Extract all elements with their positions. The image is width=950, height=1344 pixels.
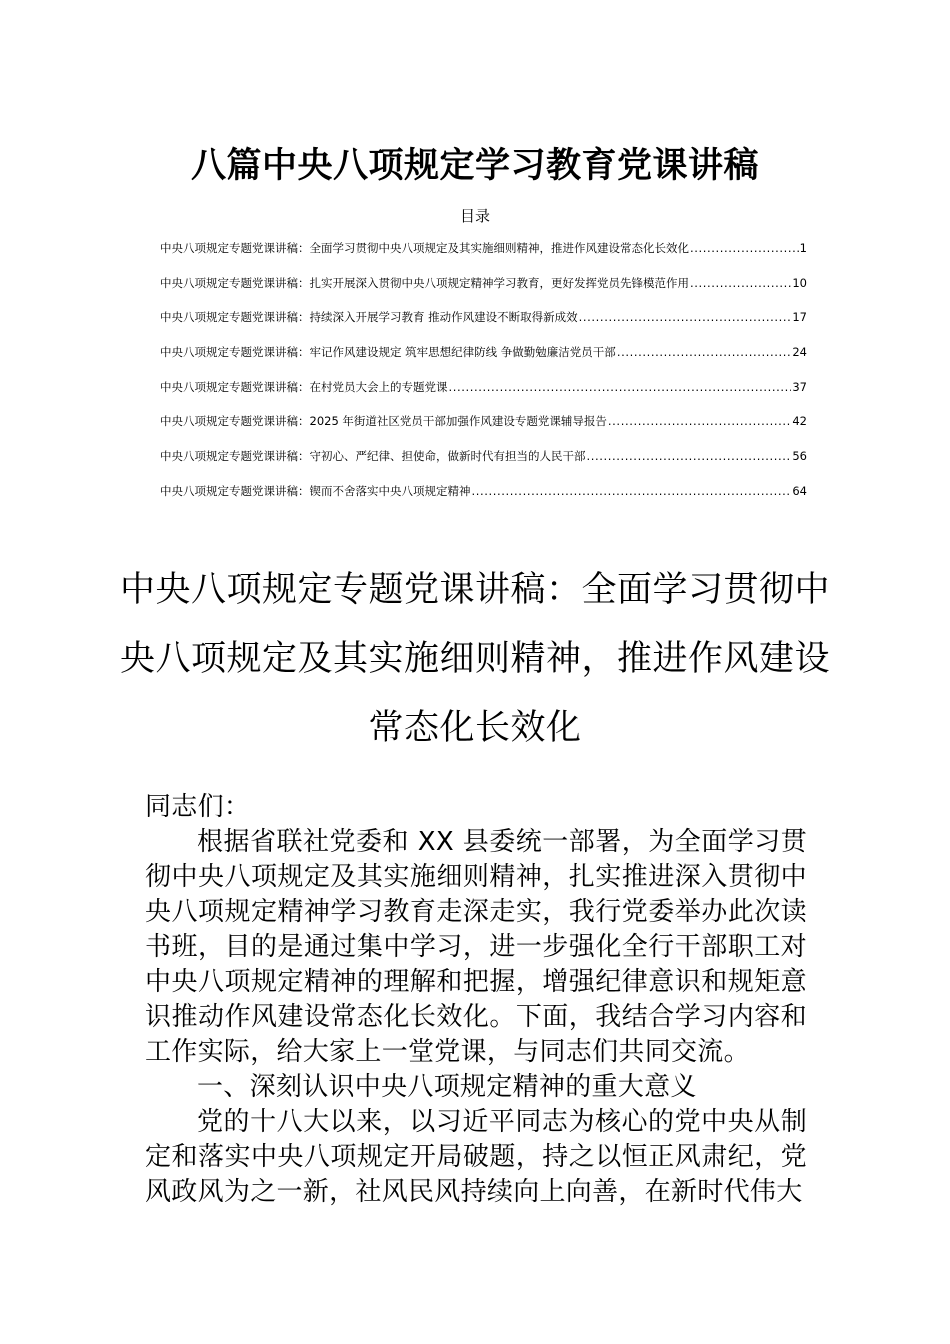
toc-leader-dots <box>608 411 791 431</box>
document-title: 八篇中央八项规定学习教育党课讲稿 <box>190 146 759 186</box>
body-paragraph: 党的十八大以来，以习近平同志为核心的党中央从制定和落实中央八项规定开局破题，持之以恒正风肃纪，党风政风为之一新，社风民风持续向上向善，在新时代伟大 <box>145 1107 807 1207</box>
toc-entry[interactable] <box>160 238 807 273</box>
toc-entry-title: 中央八项规定专题党课讲稿：在村党员大会上的专题党课 <box>160 379 448 394</box>
toc-entry-title: 中央八项规定专题党课讲稿：全面学习贯彻中央八项规定及其实施细则精神，推进作风建设常态化长效化 <box>160 241 689 255</box>
body-paragraph: 根据省联社党委和 XX 县委统一部署，为全面学习贯彻中央八项规定及其实施细则精神，扎实推进深入贯彻中央八项规定精神学习教育走深走实，我行党委举办此次读书班，目的是通过集中学习，进一步强化全行干部职工对中央八项规定精神的理解和把握，增强纪律意识和规矩意识推动作风建设常态化长效化。下面，我结合学习内容和工作实际，给大家上一堂党课，与同志们共同交流。 <box>145 827 807 1067</box>
toc-entry-title: 中央八项规定专题党课讲稿：锲而不舍落实中央八项规定精神 <box>160 483 471 498</box>
toc-entry[interactable] <box>160 411 807 446</box>
toc-entry-page: 56 <box>792 449 807 464</box>
toc-heading: 目录 <box>459 207 490 225</box>
toc-leader-dots <box>449 377 792 397</box>
toc-entry-title: 中央八项规定专题党课讲稿：扎实开展深入贯彻中央八项规定精神学习教育，更好发挥党员先锋模范作用 <box>160 275 689 290</box>
toc-entry-title: 中央八项规定专题党课讲稿：2025 年街道社区党员干部加强作风建设专题党课辅导报告 <box>160 414 607 429</box>
toc-entry-page: 24 <box>792 345 807 360</box>
section-title: 中央八项规定专题党课讲稿：全面学习贯彻中央八项规定及其实施细则精神，推进作风建设常态化长效化 <box>120 570 831 748</box>
toc-entry[interactable] <box>160 446 807 481</box>
toc-leader-dots <box>579 307 792 327</box>
toc-entry-title: 中央八项规定专题党课讲稿：守初心、严纪律、担使命，做新时代有担当的人民干部 <box>160 449 586 464</box>
toc-entry-title: 中央八项规定专题党课讲稿：牢记作风建设规定 筑牢思想纪律防线 争做勤勉廉洁党员干部 <box>160 345 616 360</box>
toc-entry[interactable] <box>160 307 807 342</box>
toc-entry-page: 1 <box>799 241 807 255</box>
toc-leader-dots <box>690 273 791 293</box>
toc-entry[interactable] <box>160 342 807 377</box>
toc-entry-page: 17 <box>792 310 807 325</box>
toc-leader-dots <box>472 481 792 501</box>
section-heading: 一、深刻认识中央八项规定精神的重大意义 <box>197 1072 697 1102</box>
toc-leader-dots <box>617 342 792 362</box>
toc-entry[interactable] <box>160 377 807 412</box>
toc-leader-dots <box>690 238 799 258</box>
toc-entry-page: 64 <box>792 483 807 498</box>
toc-entry-page: 37 <box>792 379 807 394</box>
toc-entry-title: 中央八项规定专题党课讲稿：持续深入开展学习教育 推动作风建设不断取得新成效 <box>160 310 578 325</box>
salutation: 同志们： <box>145 792 251 822</box>
toc-entry-page: 42 <box>792 414 807 429</box>
body-text <box>145 790 807 1210</box>
table-of-contents <box>160 238 807 516</box>
toc-leader-dots <box>587 446 792 466</box>
toc-entry[interactable] <box>160 481 807 516</box>
toc-entry[interactable] <box>160 273 807 308</box>
toc-entry-page: 10 <box>792 275 807 290</box>
